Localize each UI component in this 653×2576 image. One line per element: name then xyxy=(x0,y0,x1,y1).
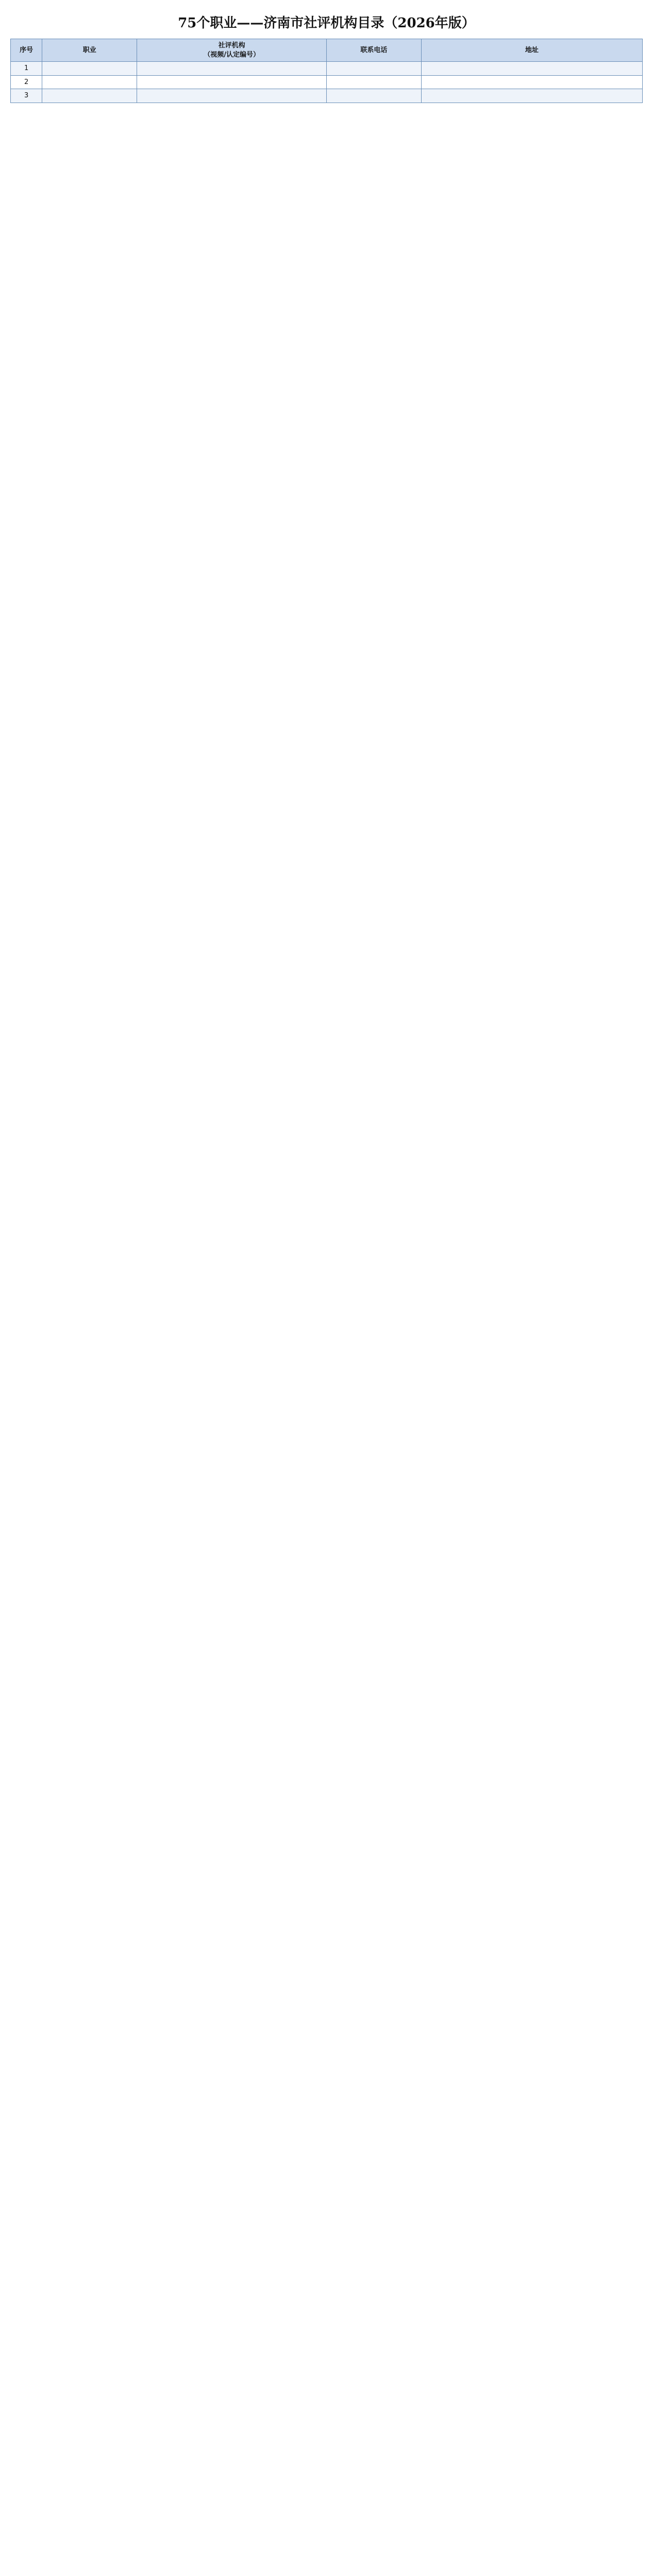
page-title: 75个职业——济南市社评机构目录（2026年版） xyxy=(178,15,475,31)
cell-tel xyxy=(326,89,421,103)
cell-addr xyxy=(421,62,642,76)
cell-addr xyxy=(421,75,642,89)
header-addr: 地址 xyxy=(421,39,642,62)
cell-org xyxy=(137,62,327,76)
header-no: 序号 xyxy=(11,39,42,62)
header-org: 社评机构 （视频/认定编号） xyxy=(137,39,327,62)
table-header-row xyxy=(11,39,643,62)
table-row xyxy=(11,62,643,76)
table-row xyxy=(11,75,643,89)
table-row xyxy=(11,89,643,103)
cell-org xyxy=(137,89,327,103)
cell-job xyxy=(42,89,137,103)
cell-no: 1 xyxy=(11,62,42,76)
document-page xyxy=(0,0,653,120)
header-tel: 联系电话 xyxy=(326,39,421,62)
cell-no: 2 xyxy=(11,75,42,89)
cell-job xyxy=(42,75,137,89)
cell-job xyxy=(42,62,137,76)
cell-tel xyxy=(326,75,421,89)
cell-tel xyxy=(326,62,421,76)
directory-table xyxy=(10,39,643,103)
table-body xyxy=(11,62,643,103)
cell-org xyxy=(137,75,327,89)
header-job: 职业 xyxy=(42,39,137,62)
cell-addr xyxy=(421,89,642,103)
cell-no: 3 xyxy=(11,89,42,103)
